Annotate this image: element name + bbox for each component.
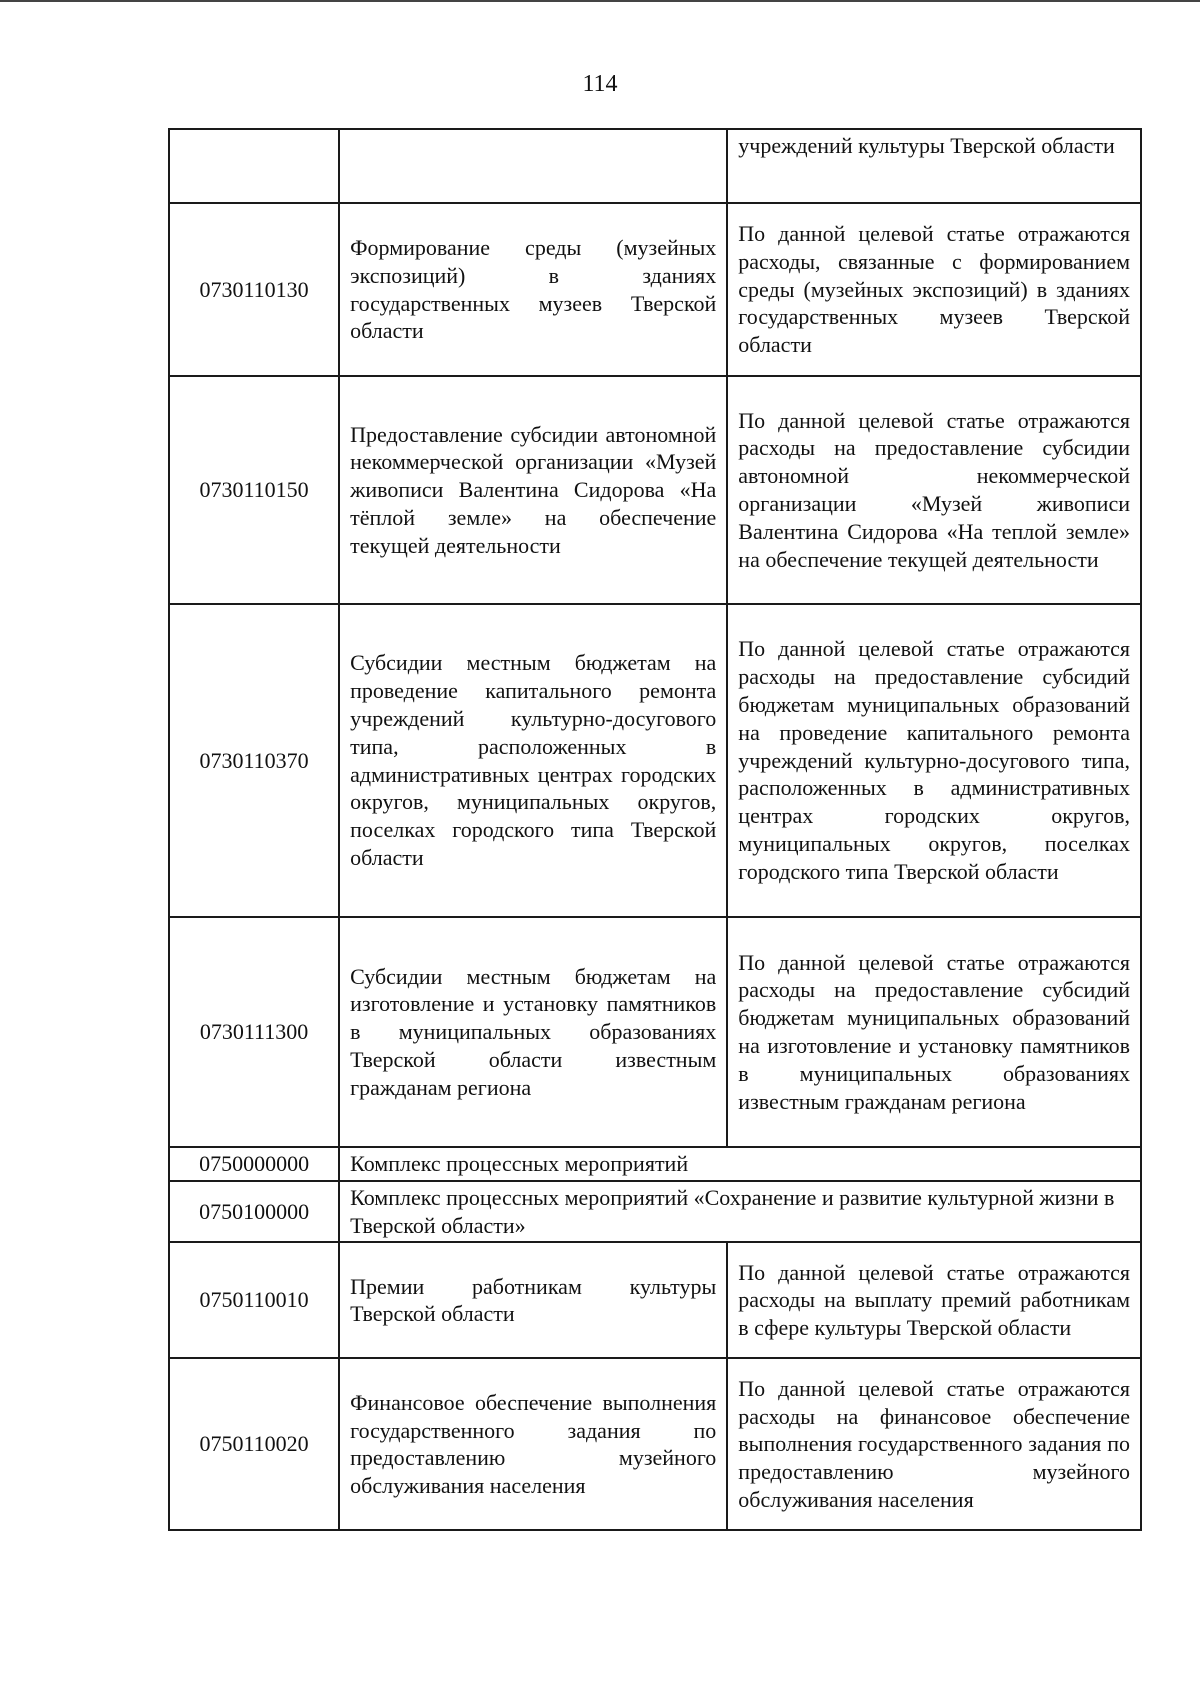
row-description: По данной целевой статье отражаются расходы на предоставление субсидий бюджетам муниципальных образований на проведение капитального ремонта учреждений культурно-досугового типа, расположенных в административных центрах городских округов, муниципальных округов, поселках городского типа Тверской области bbox=[727, 604, 1141, 917]
table-row bbox=[169, 1181, 1141, 1243]
row-code: 0730110370 bbox=[169, 604, 339, 917]
row-code: 0730110130 bbox=[169, 203, 339, 376]
row-name-merged: Комплекс процессных мероприятий «Сохранение и развитие культурной жизни в Тверской области» bbox=[339, 1181, 1141, 1243]
row-code: 0730110150 bbox=[169, 376, 339, 604]
row-name: Предоставление субсидии автономной некоммерческой организации «Музей живописи Валентина Сидорова «На тёплой земле» на обеспечение текущей деятельности bbox=[339, 376, 727, 604]
row-description: По данной целевой статье отражаются расходы на финансовое обеспечение выполнения государственного задания по предоставлению музейного обслуживания населения bbox=[727, 1358, 1141, 1530]
row-name-merged: Комплекс процессных мероприятий bbox=[339, 1147, 1141, 1181]
table-row bbox=[169, 917, 1141, 1147]
row-description: По данной целевой статье отражаются расходы на предоставление субсидий бюджетам муниципальных образований на изготовление и установку памятников в муниципальных образованиях известным гражданам региона bbox=[727, 917, 1141, 1147]
row-name: Субсидии местным бюджетам на проведение капитального ремонта учреждений культурно-досугового типа, расположенных в административных центрах городских округов, муниципальных округов, поселках городского типа Тверской области bbox=[339, 604, 727, 917]
table-row bbox=[169, 376, 1141, 604]
row-code: 0730111300 bbox=[169, 917, 339, 1147]
table-row bbox=[169, 203, 1141, 376]
row-name: Формирование среды (музейных экспозиций) в зданиях государственных музеев Тверской области bbox=[339, 203, 727, 376]
row-description: учреждений культуры Тверской области bbox=[727, 129, 1141, 203]
row-description: По данной целевой статье отражаются расходы, связанные с формированием среды (музейных экспозиций) в зданиях государственных музеев Тверской области bbox=[727, 203, 1141, 376]
row-code: 0750110010 bbox=[169, 1242, 339, 1358]
page-top-edge bbox=[0, 0, 1200, 2]
row-name: Финансовое обеспечение выполнения государственного задания по предоставлению музейного обслуживания населения bbox=[339, 1358, 727, 1530]
table-row bbox=[169, 1242, 1141, 1358]
row-name: Премии работникам культуры Тверской области bbox=[339, 1242, 727, 1358]
page-number: 114 bbox=[582, 71, 618, 97]
row-name: Субсидии местным бюджетам на изготовление и установку памятников в муниципальных образованиях Тверской области известным гражданам региона bbox=[339, 917, 727, 1147]
row-description: По данной целевой статье отражаются расходы на предоставление субсидии автономной некоммерческой организации «Музей живописи Валентина Сидорова «На теплой земле» на обеспечение текущей деятельности bbox=[727, 376, 1141, 604]
table-row bbox=[169, 1147, 1141, 1181]
row-name bbox=[339, 129, 727, 203]
row-description: По данной целевой статье отражаются расходы на выплату премий работникам в сфере культуры Тверской области bbox=[727, 1242, 1141, 1358]
table-row bbox=[169, 129, 1141, 203]
row-code: 0750100000 bbox=[169, 1181, 339, 1243]
table-row bbox=[169, 1358, 1141, 1530]
budget-classification-table bbox=[168, 128, 1142, 1531]
row-code bbox=[169, 129, 339, 203]
row-code: 0750110020 bbox=[169, 1358, 339, 1530]
row-code: 0750000000 bbox=[169, 1147, 339, 1181]
table-row bbox=[169, 604, 1141, 917]
